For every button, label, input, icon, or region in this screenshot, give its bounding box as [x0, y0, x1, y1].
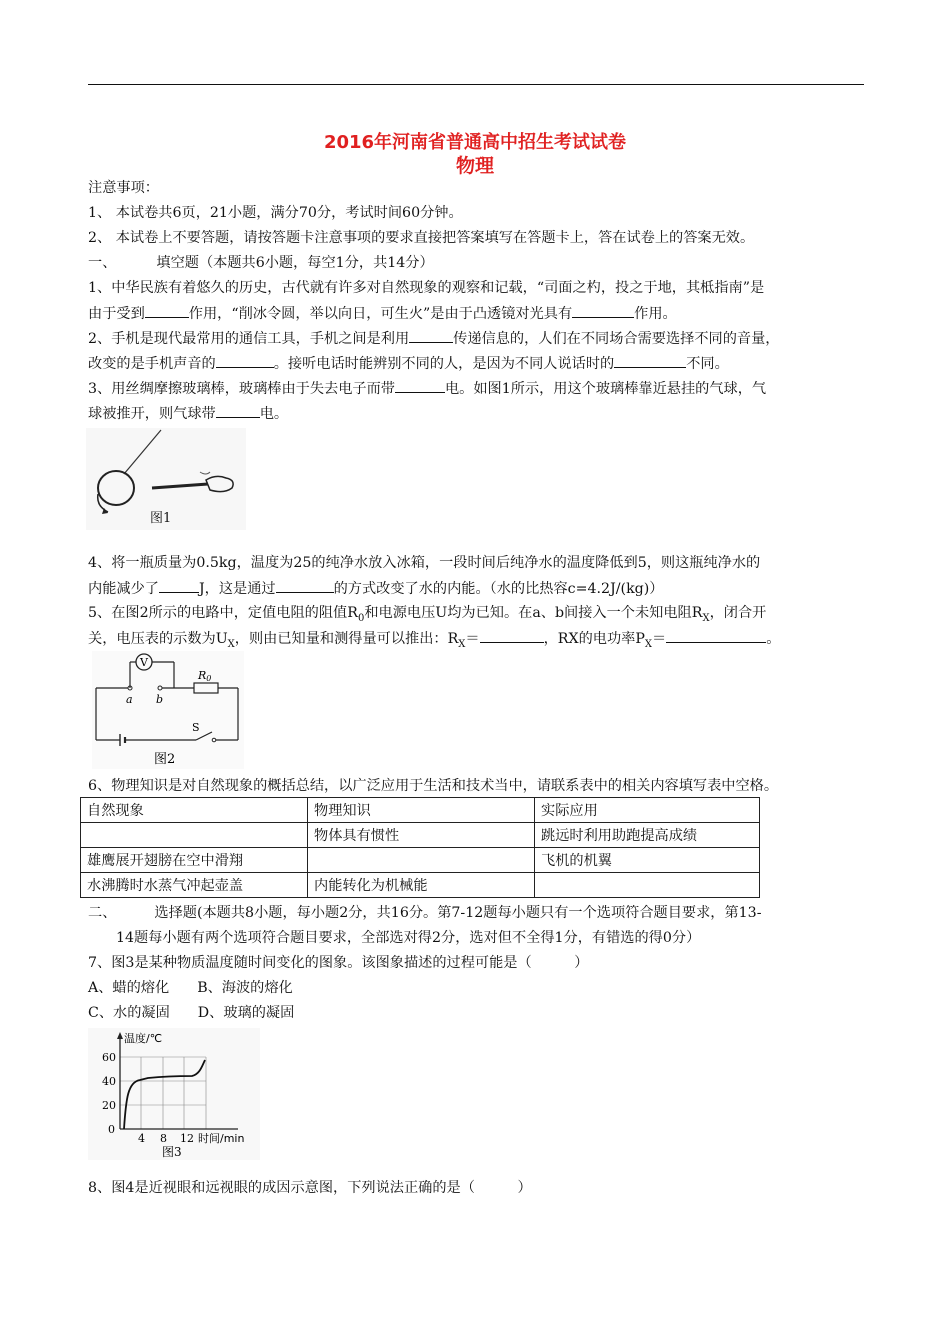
q3-text-d: 电。	[259, 406, 289, 422]
resistor-label: R0	[198, 669, 212, 683]
q5-text-b: 和电源电压U均为已知。在a、b间接入一个未知电阻R	[364, 605, 703, 621]
q5-sub-rx: X	[702, 612, 710, 624]
q5-text-d: 关，电压表的示数为U	[88, 631, 228, 647]
q5-blank-1[interactable]	[480, 628, 544, 643]
y-axis-label: 温度/℃	[124, 1032, 163, 1045]
knowledge-table	[80, 797, 760, 898]
table-row	[81, 873, 760, 898]
notice-item-1: 1、 本试卷共6页，21小题，满分70分，考试时间60分钟。	[88, 205, 463, 221]
section-1-heading	[88, 253, 434, 273]
q2-blank-3[interactable]	[614, 353, 686, 368]
q7-option-d[interactable]: D、玻璃的凝固	[197, 1005, 295, 1021]
header-rule	[88, 84, 864, 85]
x-tick-8: 8	[160, 1132, 167, 1145]
q4-line-1: 4、将一瓶质量为0.5kg，温度为25的纯净水放入冰箱，一段时间后纯净水的温度降低到5，则这瓶纯净水的	[88, 555, 761, 571]
q5-text-f: ＝	[465, 631, 480, 647]
table-cell: 雄鹰展开翅膀在空中滑翔	[81, 848, 308, 873]
q6-line-1: 6、物理知识是对自然现象的概括总结，以广泛应用于生活和技术当中，请联系表中的相关内容填写表中空格。	[88, 778, 779, 794]
q1-line-1: 1、中华民族有着悠久的历史，古代就有许多对自然现象的观察和记载，“司面之杓，投之于地，其柢指南”是	[88, 280, 765, 296]
q5-text-a: 5、在图2所示的电路中，定值电阻的阻值R	[88, 605, 358, 621]
figure-3-graph	[88, 1028, 260, 1160]
q7-option-c[interactable]: C、水的凝固	[88, 1005, 170, 1021]
q3-text-b: 电。如图1所示，用这个玻璃棒靠近悬挂的气球，气	[444, 381, 767, 397]
section-2-heading	[88, 903, 762, 923]
q2-text-d: 。接听电话时能辨别不同的人，是因为不同人说话时的	[273, 356, 615, 372]
notice-heading: 注意事项：	[88, 180, 159, 196]
q1-text-b: 作用，“削冰令圆，举以向日，可生火”是由于凸透镜对光具有	[188, 306, 573, 322]
q7-options-row-1	[88, 978, 293, 998]
q5-sub-r0: 0	[357, 612, 365, 624]
q4-text-c: 的方式改变了水的内能。（水的比热容c=4.2J/(kg)）	[333, 581, 664, 597]
q4-text-b: J，这是通过	[198, 581, 276, 597]
figure-1-balloon-rod	[86, 428, 246, 530]
table-row	[81, 848, 760, 873]
table-cell: 跳远时利用助跑提高成绩	[535, 823, 760, 848]
q5-text-g: ，RX的电功率P	[543, 631, 645, 647]
exam-title: 2016年河南省普通高中招生考试试卷	[323, 132, 627, 153]
figure-2-caption: 图2	[154, 752, 176, 767]
q2-text-c: 改变的是手机声音的	[88, 356, 216, 372]
voltmeter-label: V	[140, 656, 148, 669]
table-cell: 飞机的机翼	[535, 848, 760, 873]
y-tick-0: 0	[108, 1123, 115, 1136]
table-cell: 水沸腾时水蒸气冲起壶盖	[81, 873, 308, 898]
table-header-cell: 实际应用	[535, 798, 760, 823]
q3-line-2	[88, 403, 288, 424]
q3-line-1	[88, 378, 766, 399]
q4-blank-2[interactable]	[276, 578, 334, 593]
figure-1-caption: 图1	[150, 511, 172, 526]
table-cell-blank[interactable]	[308, 848, 535, 873]
q2-line-1	[88, 328, 779, 349]
q2-blank-1[interactable]	[409, 328, 453, 343]
q2-text-b: 传递信息的，人们在不同场合需要选择不同的音量，	[453, 331, 780, 347]
notice-item-2: 2、 本试卷上不要答题，请按答题卡注意事项的要求直接把答案填写在答题卡上，答在试卷上的答案无效。	[88, 230, 755, 246]
q2-text-e: 不同。	[686, 356, 729, 372]
q5-blank-2[interactable]	[666, 628, 766, 643]
q7-option-b[interactable]: B、海波的熔化	[197, 980, 293, 996]
q2-text-a: 2、手机是现代最常用的通信工具，手机之间是利用	[88, 331, 410, 347]
y-tick-20: 20	[102, 1099, 116, 1112]
q4-line-2	[88, 578, 663, 599]
q3-text-c: 球被推开，则气球带	[88, 406, 216, 422]
section-1-title: 填空题（本题共6小题，每空1分，共14分）	[156, 255, 434, 271]
table-cell-blank[interactable]	[81, 823, 308, 848]
figure-2-circuit	[92, 651, 244, 769]
y-tick-40: 40	[102, 1075, 116, 1088]
q2-line-2	[88, 353, 729, 374]
q1-blank-2[interactable]	[572, 303, 634, 318]
q7-option-a[interactable]: A、蜡的熔化	[88, 980, 170, 996]
table-row	[81, 823, 760, 848]
switch-label: S	[192, 721, 200, 734]
x-tick-4: 4	[138, 1132, 145, 1145]
q1-line-2	[88, 303, 677, 324]
q5-text-h: ＝	[652, 631, 667, 647]
q5-sub-ux: X	[227, 638, 235, 650]
label-a: a	[126, 693, 133, 706]
exam-subject: 物理	[455, 155, 494, 177]
table-header-cell: 物理知识	[308, 798, 535, 823]
section-1-number: 一、	[88, 255, 117, 271]
q5-text-c: ，闭合开	[709, 605, 767, 621]
q5-text-i: 。	[766, 631, 781, 647]
q4-text-a: 内能减少了	[88, 581, 159, 597]
table-header-cell: 自然现象	[81, 798, 308, 823]
q1-text-c: 作用。	[634, 306, 677, 322]
q5-text-e: ，则由已知量和测得量可以推出：R	[234, 631, 459, 647]
table-cell-blank[interactable]	[535, 873, 760, 898]
x-axis-label: 时间/min	[198, 1132, 245, 1145]
section-2-title-1: 选择题(本题共8小题，每小题2分，共16分。第7-12题每小题只有一个选项符合题目要求，第13-	[154, 905, 762, 921]
q4-blank-1[interactable]	[159, 578, 199, 593]
y-tick-60: 60	[102, 1051, 116, 1064]
x-tick-12: 12	[180, 1132, 194, 1145]
table-cell: 内能转化为机械能	[308, 873, 535, 898]
q2-blank-2[interactable]	[216, 353, 274, 368]
q7-stem: 7、图3是某种物质温度随时间变化的图象。该图象描述的过程可能是（ ）	[88, 955, 589, 971]
section-2-number: 二、	[88, 905, 117, 921]
q8-stem: 8、图4是近视眼和远视眼的成因示意图，下列说法正确的是（ ）	[88, 1180, 532, 1196]
table-header-row	[81, 798, 760, 823]
figure-3-caption: 图3	[162, 1145, 182, 1159]
table-cell: 物体具有惯性	[308, 823, 535, 848]
section-2-title-2: 14题每小题有两个选项符合题目要求，全部选对得2分，选对但不全得1分，有错选的得0分）	[116, 930, 701, 946]
q1-text-a: 由于受到	[88, 306, 145, 322]
q3-blank-2[interactable]	[216, 403, 260, 418]
label-b: b	[156, 693, 164, 706]
q3-text-a: 3、用丝绸摩擦玻璃棒，玻璃棒由于失去电子而带	[88, 381, 395, 397]
q5-sub-rx-2: X	[458, 638, 466, 650]
q5-line-1	[88, 603, 766, 629]
q7-options-row-2	[88, 1003, 294, 1023]
q5-sub-px: X	[644, 638, 653, 650]
q1-blank-1[interactable]	[145, 303, 189, 318]
q3-blank-1[interactable]	[395, 378, 445, 393]
